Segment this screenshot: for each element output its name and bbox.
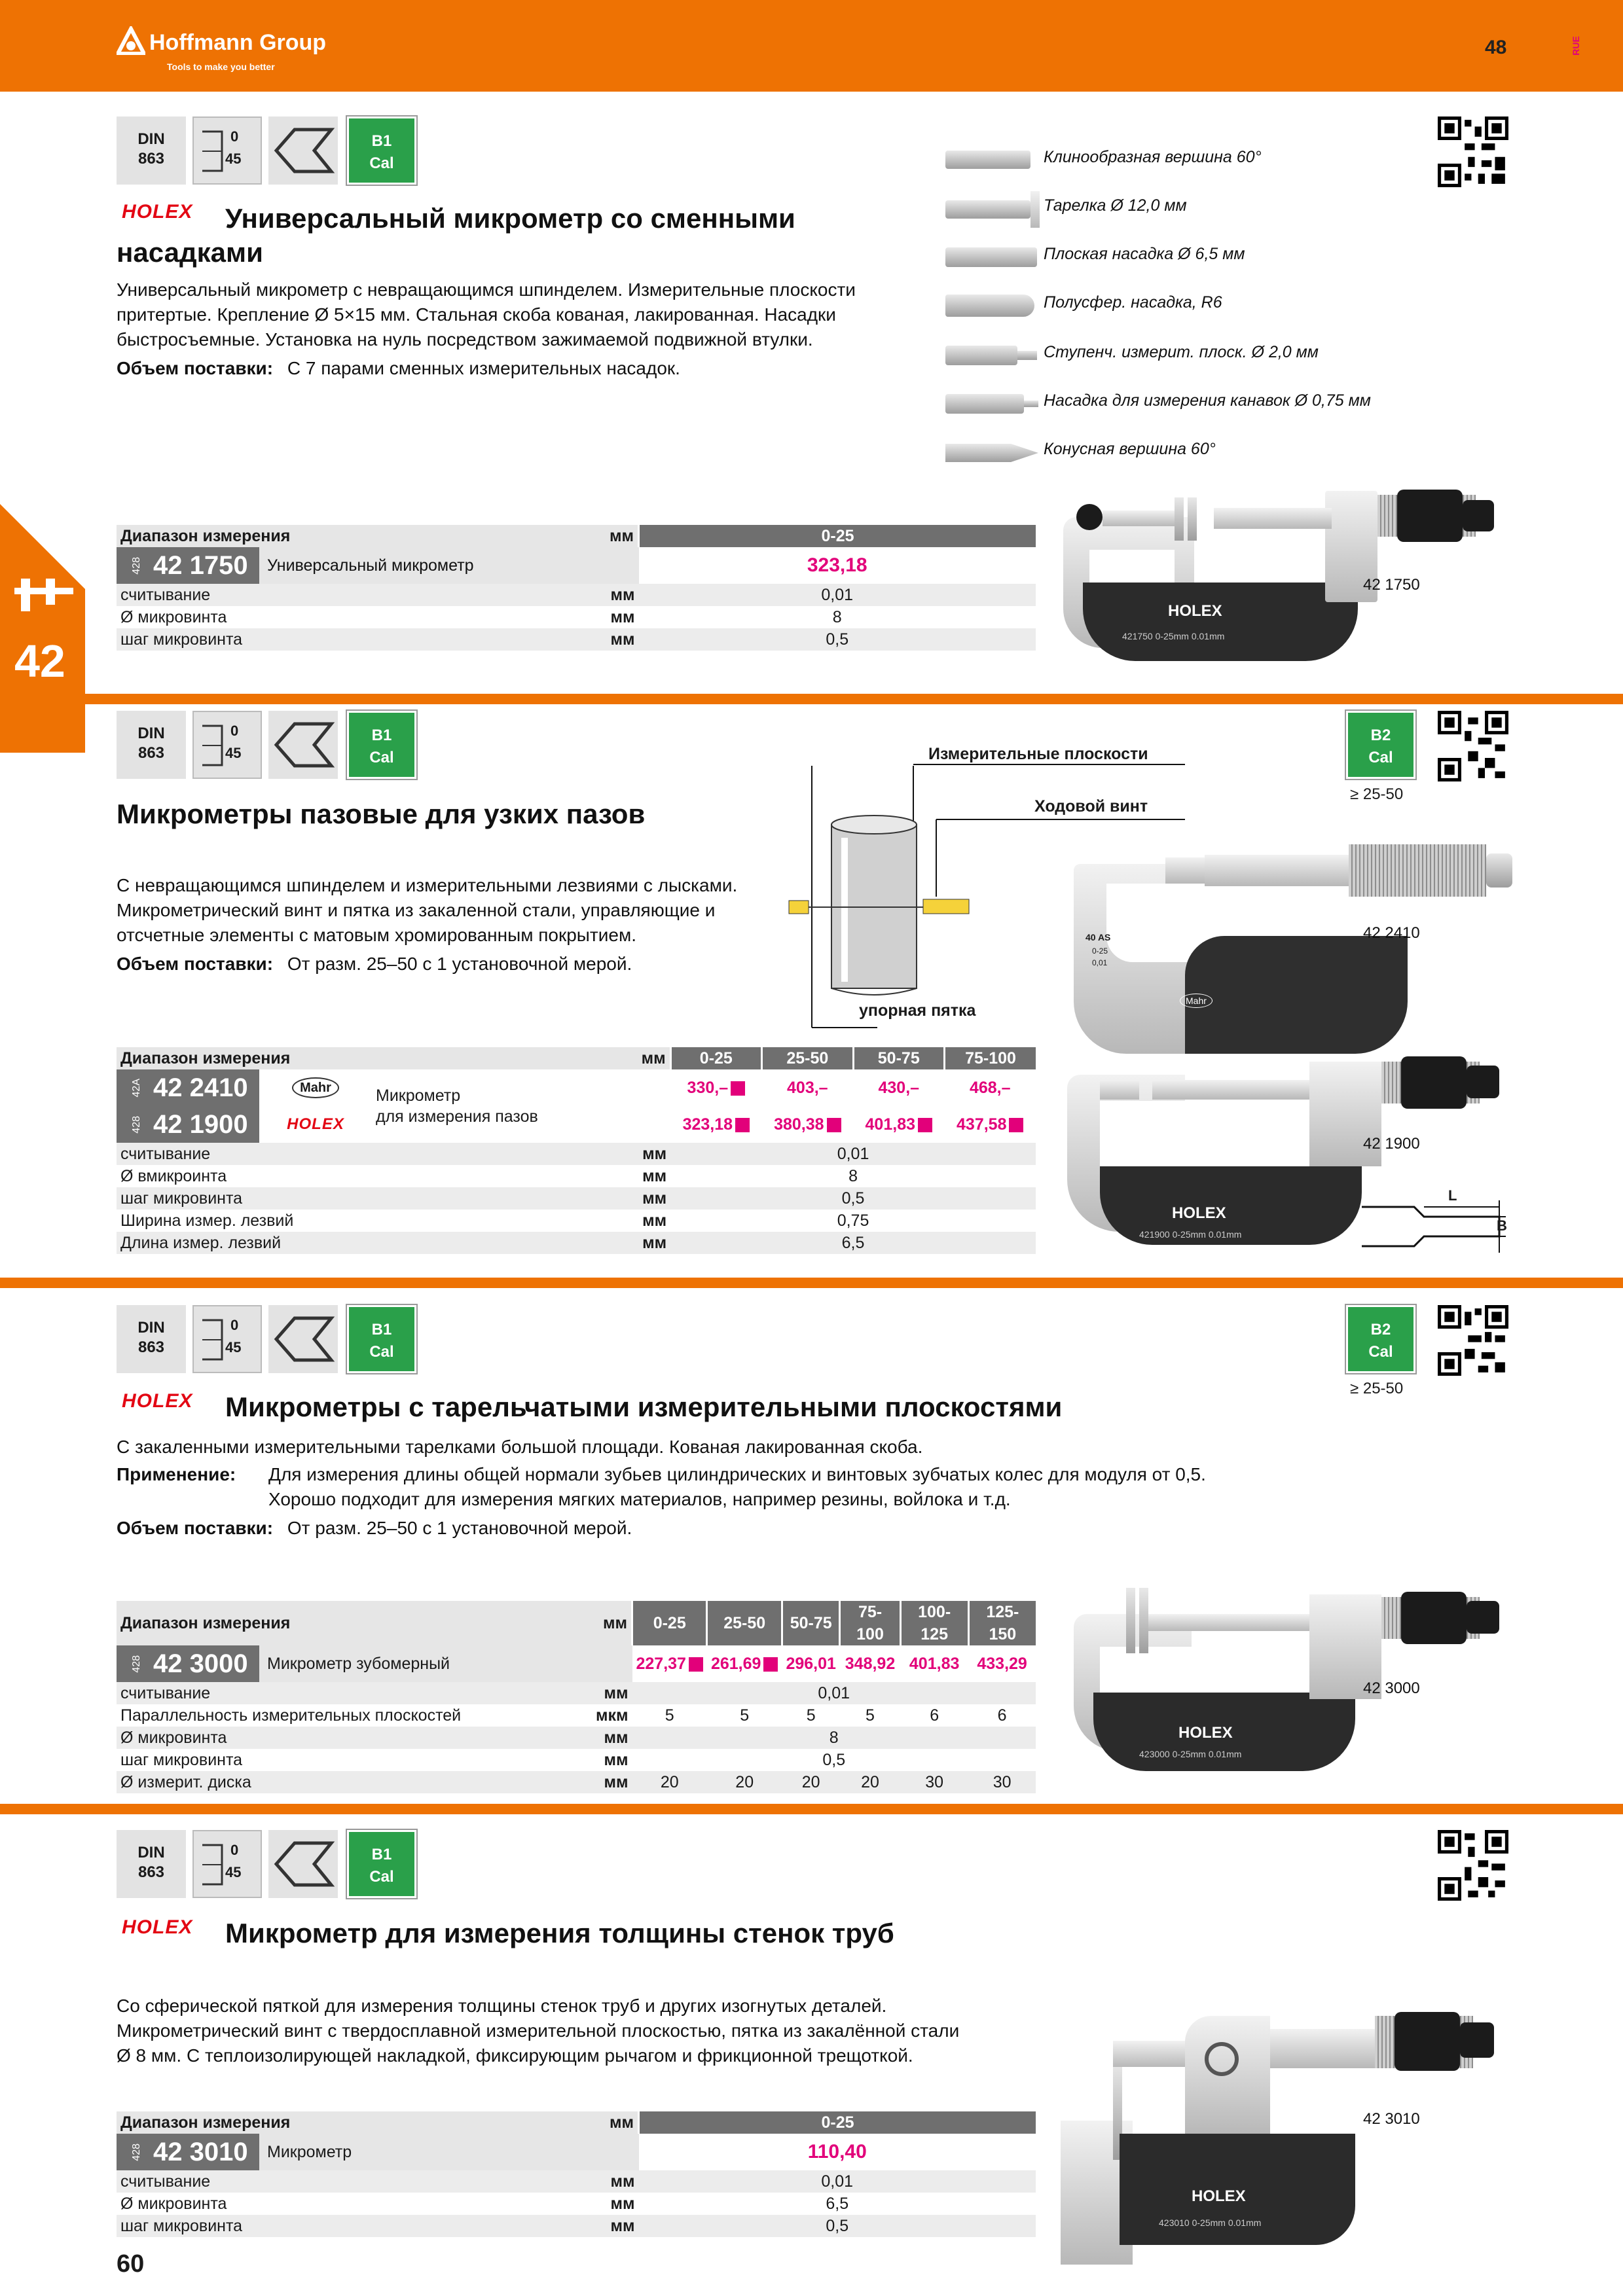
din-badge: DIN 863 — [117, 711, 186, 779]
section2-spec-table: Диапазон измерения мм 0-25 25-50 50-75 75-100 42A 42 2410 Mahr Микрометр для измерения пазов 330,– 403,– 430,– 468,– 428 42 1900 HOLEX 323,18 380,38 401,83 437,58 считывание мм 0,01 Ø вмикроинта мм 8 шаг микровинта мм 0,5 Ширина измер. лезвий мм 0,75 Длина измер. лезвий мм 6,5 — [117, 1047, 1036, 1254]
calibration-badge — [347, 117, 416, 185]
angle-top: 0 — [230, 128, 239, 145]
section4-spec-table: Диапазон измерения мм 0-25 428 42 3010 Микрометр 110,40 считывание мм 0,01 Ø микровинта мм 6,5 шаг микровинта мм 0,5 — [117, 2111, 1036, 2237]
din-number: 863 — [137, 150, 165, 168]
plate-small: 423010 0-25mm 0.01mm — [1159, 2217, 1262, 2228]
shape-badge-icon — [268, 117, 338, 185]
shape-badge-icon — [268, 1305, 338, 1373]
dim-b: B — [1497, 1217, 1507, 1234]
tagline: Tools to make you better — [167, 62, 275, 72]
scope-text: С 7 парами сменных измерительных насадок. — [287, 358, 680, 378]
price: 110,40 — [807, 2141, 867, 2162]
caliper-icon — [14, 576, 73, 615]
image-label: 42 3000 — [1363, 1679, 1420, 1697]
section3-spec-table: Диапазон измерения мм 0-25 25-50 50-75 75-100 100-125 125-150 428 42 3000 Микрометр зубомерный 227,37 261,69 296,01 348,92 401,83 433,29 считывание мм 0,01 Параллельность измерительных плоскостей мкм 5 5 5 5 6 6 Ø микровинта мм 8 шаг микровинта мм 0,5 Ø измерит. диска мм 20 20 20 20 30 30 — [117, 1601, 1036, 1793]
din-badge: DIN 863 — [117, 1830, 186, 1898]
angle-badge: 0 45 — [192, 1305, 262, 1373]
holex-brand-logo: HOLEX — [122, 201, 193, 223]
spec-unit: мм — [583, 606, 639, 628]
article-cell: 428 42 1900 HOLEX — [117, 1106, 372, 1143]
b2-range: ≥ 25-50 — [1350, 1380, 1404, 1397]
product-name: Универсальный микрометр — [259, 547, 583, 584]
range-header: 75-100 — [840, 1601, 900, 1645]
article-cell: 428 42 3010 Микрометр — [117, 2134, 583, 2170]
label-lead-screw: Ходовой винт — [1034, 797, 1148, 816]
plate-brand: HOLEX — [1192, 2187, 1246, 2205]
class-label: B1 — [371, 132, 392, 150]
spec-label: шаг микровинта — [117, 628, 583, 651]
image-label: 42 3010 — [1363, 2110, 1420, 2128]
shape-badge-icon — [268, 1830, 338, 1898]
price: 227,37 — [636, 1655, 686, 1673]
range-header: 50-75 — [782, 1601, 839, 1645]
section2-description: С невращающимся шпинделем и измерительными лезвиями с лысками. Микрометрический винт и пятка из закаленной стали, управляющие и отсчетные элементы с матовым хромированным покрытием. — [117, 875, 738, 945]
article-number[interactable]: 42 3010 — [153, 2138, 248, 2166]
qr-code-icon — [1438, 1305, 1508, 1376]
unit: мм — [583, 525, 639, 547]
page-number-bottom: 60 — [117, 2250, 145, 2278]
section1-description: Универсальный микрометр с невращающимся шпинделем. Измерительные плоскости притертые. Крепление Ø 5×15 мм. Стальная скоба кованая, лакированная. Насадки быстросъемные. Установка на нуль посредством зажимаемой подвижной втулки. — [117, 279, 856, 350]
cal-label: Cal — [369, 154, 394, 172]
scope-label: Объем поставки: — [117, 358, 274, 378]
range-header: 0-25 — [632, 1601, 707, 1645]
article-number[interactable]: 42 1900 — [153, 1110, 248, 1139]
mahr-brand: Mahr — [292, 1077, 339, 1098]
product-name: Микрометр — [259, 2134, 583, 2170]
holex-brand-logo: HOLEX — [122, 1916, 193, 1938]
price: 348,92 — [845, 1655, 896, 1673]
article-cell — [117, 547, 583, 584]
plate-brand: HOLEX — [1168, 602, 1222, 620]
b2-range: ≥ 25-50 — [1350, 785, 1404, 803]
price: 437,58 — [957, 1115, 1007, 1134]
price: 330,– — [687, 1079, 729, 1097]
angle-badge: 0 45 — [192, 711, 262, 779]
section-separator — [0, 1278, 1623, 1288]
range-label: Диапазон измерения — [117, 525, 583, 547]
section-separator — [0, 694, 1623, 704]
qr-code-icon — [1438, 117, 1508, 187]
qr-code-icon — [1438, 1830, 1508, 1901]
price: 468,– — [969, 1079, 1011, 1097]
article-cell: 42A 42 2410 Mahr — [117, 1069, 372, 1106]
price: 380,38 — [774, 1115, 824, 1134]
plate-sub: 0-25 — [1092, 946, 1108, 956]
product-image-423010 — [1054, 2003, 1525, 2278]
hoffmann-logo-icon — [117, 26, 145, 55]
calibration-badge: B1 Cal — [347, 711, 416, 779]
section3-description: С закаленными измерительными тарелками большой площади. Кованая лакированная скоба. — [117, 1437, 923, 1457]
article-prefix: 428 — [131, 556, 142, 575]
section1-title: Универсальный микрометр со сменными насадками — [117, 203, 795, 268]
range-header: 100-125 — [900, 1601, 968, 1645]
image-label: 42 1750 — [1363, 576, 1420, 594]
logo-text: Hoffmann Group — [149, 30, 327, 55]
din-badge — [117, 117, 186, 185]
range-header: 0-25 — [639, 2111, 1036, 2134]
label-anvil: упорная пятка — [859, 1001, 976, 1020]
plate-small: 423000 0-25mm 0.01mm — [1139, 1749, 1242, 1759]
price: 296,01 — [786, 1655, 836, 1673]
image-label: 42 2410 — [1363, 924, 1420, 942]
product-image-423000 — [1067, 1588, 1525, 1778]
product-image-422410 — [1067, 844, 1525, 1054]
price: 430,– — [878, 1079, 920, 1097]
din-label: DIN — [137, 130, 165, 148]
range-header: 25-50 — [762, 1047, 853, 1069]
angle-badge — [192, 117, 262, 185]
price: 403,– — [787, 1079, 828, 1097]
spec-label: Ø микровинта — [117, 606, 583, 628]
price: 323,18 — [682, 1115, 733, 1134]
plate-sub2: 0,01 — [1092, 958, 1108, 967]
section2-scope: Объем поставки: От разм. 25–50 с 1 установочной мерой. — [117, 954, 632, 974]
chapter-number: 42 — [14, 636, 65, 687]
price: 401,83 — [909, 1655, 960, 1673]
price: 323,18 — [639, 547, 1036, 584]
price: 433,29 — [977, 1655, 1027, 1673]
article-number[interactable]: 42 1750 — [153, 551, 248, 580]
range-header: 0-25 — [639, 525, 1036, 547]
range-header: 125-150 — [968, 1601, 1036, 1645]
range-header: 75-100 — [945, 1047, 1036, 1069]
section-separator — [0, 1804, 1623, 1814]
spec-label: считывание — [117, 584, 583, 606]
article-cell: 428 42 3000 Микрометр зубомерный — [117, 1645, 576, 1682]
product-image-421750 — [1057, 484, 1515, 674]
plate-text: 40 AS — [1085, 932, 1111, 942]
product-name: Микрометр для измерения пазов — [372, 1069, 623, 1143]
shape-badge-icon — [268, 711, 338, 779]
plate-brand: Mahr — [1180, 994, 1213, 1008]
range-header: 25-50 — [707, 1601, 782, 1645]
article-number[interactable]: 42 3000 — [153, 1649, 248, 1678]
plate-brand: HOLEX — [1172, 1204, 1226, 1222]
section3-use: Применение: Для измерения длины общей нормали зубьев цилиндрических и винтовых зубчатых колес для модуля от 0,5. Хорошо подходит для измерения мягких материалов, например резины, войлока и т.д. — [117, 1464, 1206, 1509]
angle-bottom: 45 — [225, 151, 242, 167]
section1-spec-table — [117, 525, 1036, 651]
price: 401,83 — [865, 1115, 915, 1134]
section4-description: Со сферической пяткой для измерения толщины стенок труб и других изогнутых деталей. Микрометрический винт с твердосплавной измерительной плоскостью, пятка из закалённой стали Ø 8 мм. С теплоизолирующей накладкой, фиксирующим рычагом и фрикционной трещоткой. — [117, 1996, 960, 2066]
din-badge: DIN 863 — [117, 1305, 186, 1373]
spec-unit: мм — [583, 584, 639, 606]
calibration-badge: B1 Cal — [347, 1305, 416, 1373]
qr-code-icon — [1438, 711, 1508, 781]
section2-title: Микрометры пазовые для узких пазов — [117, 798, 646, 829]
price: 261,69 — [710, 1655, 761, 1673]
spec-value: 8 — [639, 606, 1036, 628]
article-number[interactable]: 42 2410 — [153, 1073, 248, 1102]
spec-value: 0,5 — [639, 628, 1036, 651]
section1-scope — [117, 356, 680, 381]
page-header — [0, 0, 1623, 92]
holex-brand: HOLEX — [287, 1115, 344, 1133]
range-header: 50-75 — [853, 1047, 944, 1069]
page-number-top: 48 — [1485, 37, 1507, 58]
label-measuring-planes: Измерительные плоскости — [928, 745, 1148, 763]
section4-title: Микрометр для измерения толщины стенок труб — [225, 1918, 894, 1948]
chapter-side-tab — [0, 504, 85, 753]
plate-small: 421750 0-25mm 0.01mm — [1122, 631, 1225, 641]
calibration-badge: B1 Cal — [347, 1830, 416, 1898]
dim-l: L — [1448, 1187, 1457, 1204]
calibration-badge-b2: B2 Cal — [1346, 1305, 1415, 1373]
blade-dimension-sketch — [1362, 1187, 1506, 1253]
section3-scope: Объем поставки: От разм. 25–50 с 1 установочной мерой. — [117, 1518, 632, 1538]
image-label: 42 1900 — [1363, 1135, 1420, 1153]
spec-unit: мм — [583, 628, 639, 651]
holex-brand-logo: HOLEX — [122, 1390, 193, 1412]
angle-badge: 0 45 — [192, 1830, 262, 1898]
language-code: RUE — [1570, 36, 1581, 56]
section3-title: Микрометры с тарельчатыми измерительными плоскостями — [225, 1391, 1063, 1422]
range-header: 0-25 — [670, 1047, 761, 1069]
spec-value: 0,01 — [639, 584, 1036, 606]
product-name: Микрометр зубомерный — [259, 1645, 576, 1682]
plate-brand: HOLEX — [1178, 1724, 1233, 1742]
calibration-badge-b2: B2 Cal — [1346, 711, 1415, 779]
plate-small: 421900 0-25mm 0.01mm — [1139, 1229, 1242, 1240]
